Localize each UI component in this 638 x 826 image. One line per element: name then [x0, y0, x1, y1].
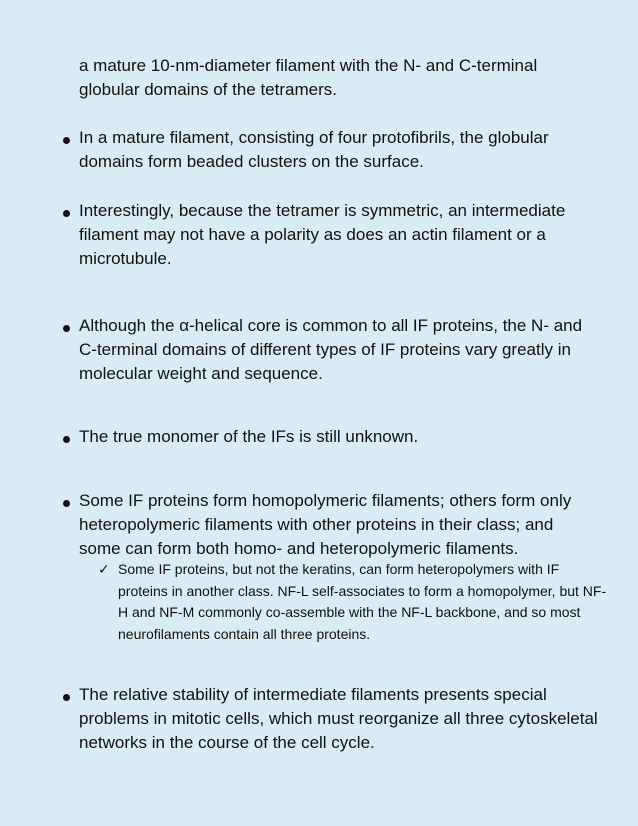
check-icon: ✓: [98, 562, 110, 578]
bullet-dot: [63, 436, 70, 443]
continuation-paragraph: a mature 10-nm-diameter filament with the N- and C-terminal globular domains of the tetramers.: [79, 56, 538, 99]
bullet-mature-filament: In a mature filament, consisting of four protofibrils, the globular domains form beaded clusters on the surface.: [79, 128, 549, 171]
sub-bullet-heteropolymers: Some IF proteins, but not the keratins, can form heteropolymers with IF proteins in another class. NF-L self-associates to form a homopolymer, but NF-H and NF-M commonly co-assemble with the NF-L backbone, and so most neurofilaments contain all three proteins.: [118, 561, 607, 642]
bullet-dot: [63, 694, 70, 701]
bullet-helical-core: Although the α-helical core is common to all IF proteins, the N- and C-terminal domains of different types of IF proteins vary greatly in molecular weight and sequence.: [79, 316, 583, 383]
bullet-dot: [63, 325, 70, 332]
bullet-dot: [63, 500, 70, 507]
bullet-dot: [63, 210, 70, 217]
bullet-polarity: Interestingly, because the tetramer is symmetric, an intermediate filament may not have a polarity as does an actin filament or a microtubule.: [79, 201, 566, 268]
bullet-homopolymeric: Some IF proteins form homopolymeric filaments; others form only heteropolymeric filaments with other proteins in their class; and some can form both homo- and heteropolymeric filaments.: [79, 491, 572, 558]
bullet-true-monomer: The true monomer of the IFs is still unknown.: [79, 427, 419, 446]
bullet-dot: [63, 137, 70, 144]
bullet-mitotic-cells: The relative stability of intermediate filaments presents special problems in mitotic cells, which must reorganize all three cytoskeletal networks in the course of the cell cycle.: [79, 685, 598, 752]
